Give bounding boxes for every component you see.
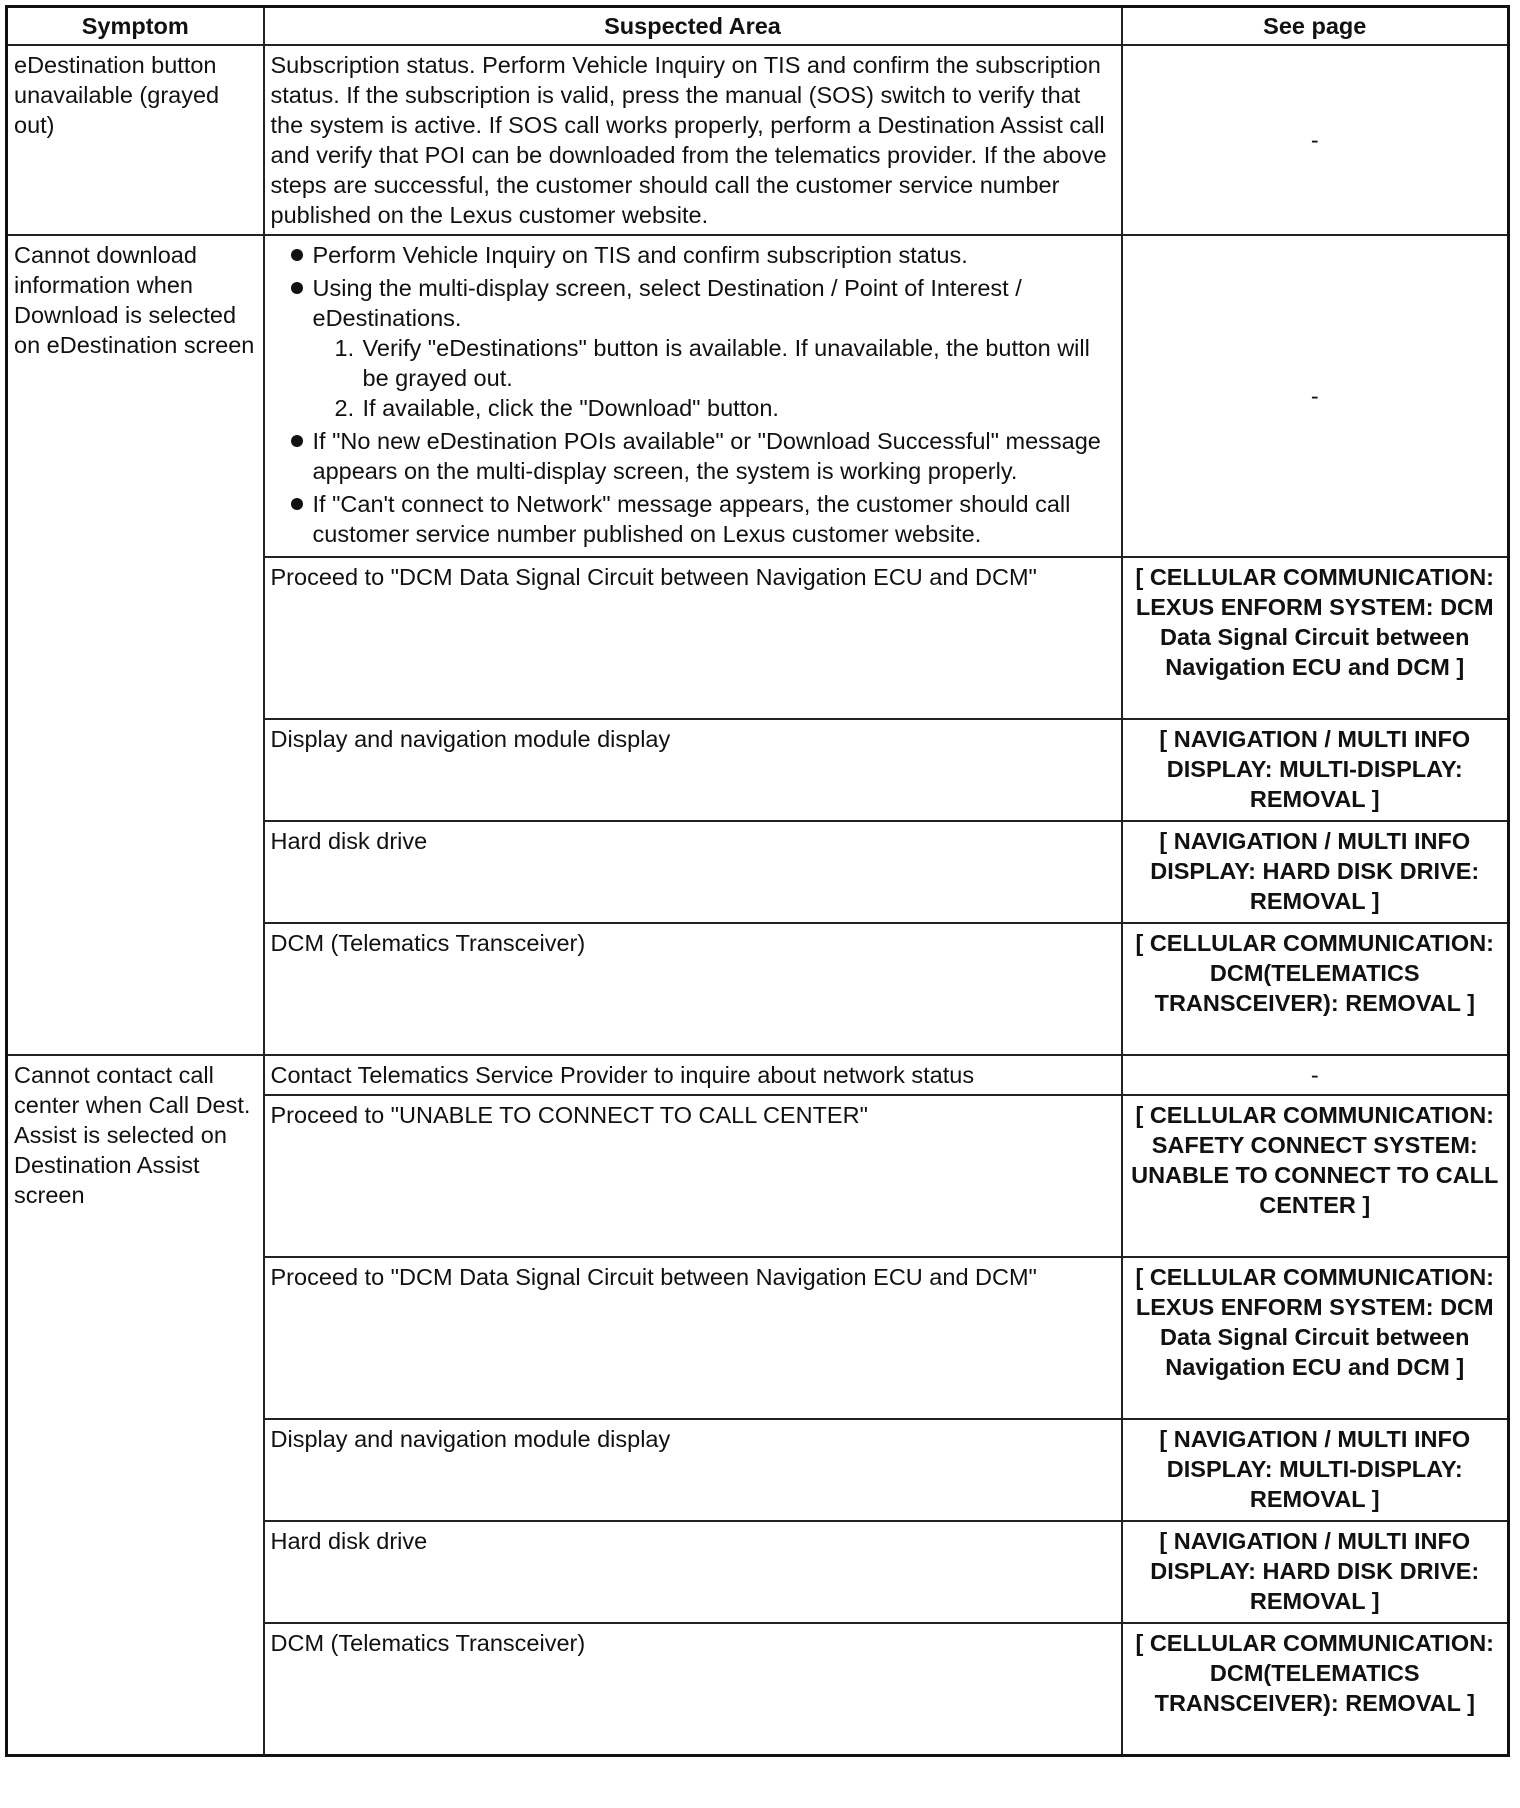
step-text: Verify "eDestinations" button is available. If unavailable, the button will be grayed out.: [362, 335, 1090, 391]
see-page-link[interactable]: [ CELLULAR COMMUNICATION: LEXUS ENFORM SYSTEM: DCM Data Signal Circuit between Navigation ECU and DCM ]: [1122, 1257, 1509, 1419]
see-page-link[interactable]: [ CELLULAR COMMUNICATION: SAFETY CONNECT SYSTEM: UNABLE TO CONNECT TO CALL CENTER ]: [1122, 1095, 1509, 1257]
see-page-link[interactable]: [ NAVIGATION / MULTI INFO DISPLAY: HARD DISK DRIVE: REMOVAL ]: [1122, 1521, 1509, 1623]
step-item: [313, 333, 1115, 393]
see-page-cell: -: [1122, 235, 1509, 557]
table-header-row: [7, 7, 1509, 46]
suspected-area-cell: Proceed to "DCM Data Signal Circuit between Navigation ECU and DCM": [264, 1257, 1122, 1419]
see-page-link[interactable]: [ NAVIGATION / MULTI INFO DISPLAY: MULTI-DISPLAY: REMOVAL ]: [1122, 719, 1509, 821]
symptom-cell: Cannot download information when Download is selected on eDestination screen: [7, 235, 264, 1055]
list-item: [271, 273, 1115, 423]
step-number: 1.: [334, 335, 355, 361]
suspected-area-cell: Proceed to "DCM Data Signal Circuit between Navigation ECU and DCM": [264, 557, 1122, 719]
symptom-cell: Cannot contact call center when Call Dest. Assist is selected on Destination Assist screen: [7, 1055, 264, 1756]
suspected-area-cell: Contact Telematics Service Provider to inquire about network status: [264, 1055, 1122, 1095]
see-page-cell: -: [1122, 45, 1509, 235]
step-text: If available, click the "Download" button.: [362, 395, 779, 421]
procedure-list: [271, 240, 1115, 549]
header-symptom: Symptom: [7, 7, 264, 46]
symptom-cell: eDestination button unavailable (grayed out): [7, 45, 264, 235]
list-item-text: Perform Vehicle Inquiry on TIS and confirm subscription status.: [312, 242, 968, 268]
header-suspected-area: Suspected Area: [264, 7, 1122, 46]
table-row: [7, 1055, 1509, 1095]
suspected-area-cell: Display and navigation module display: [264, 1419, 1122, 1521]
list-item-text: If "Can't connect to Network" message appears, the customer should call customer service number published on Lexus customer website.: [312, 491, 1071, 547]
suspected-area-cell: DCM (Telematics Transceiver): [264, 1623, 1122, 1756]
list-item: [271, 240, 1115, 270]
suspected-area-cell: Hard disk drive: [264, 821, 1122, 923]
suspected-area-cell: [264, 235, 1122, 557]
bullet-icon: [291, 435, 303, 447]
table-row: [7, 45, 1509, 235]
list-item: [271, 426, 1115, 486]
step-item: [313, 393, 1115, 423]
bullet-icon: [291, 249, 303, 261]
suspected-area-cell: Subscription status. Perform Vehicle Inquiry on TIS and confirm the subscription status. If the subscription is valid, press the manual (SOS) switch to verify that the system is active. If SOS call works properly, perform a Destination Assist call and verify that POI can be downloaded from the telematics provider. If the above steps are successful, the customer should call the customer service number published on the Lexus customer website.: [264, 45, 1122, 235]
suspected-area-cell: Display and navigation module display: [264, 719, 1122, 821]
troubleshooting-document: [5, 5, 1507, 1757]
bullet-icon: [291, 282, 303, 294]
see-page-link[interactable]: [ CELLULAR COMMUNICATION: LEXUS ENFORM SYSTEM: DCM Data Signal Circuit between Navigation ECU and DCM ]: [1122, 557, 1509, 719]
bullet-icon: [291, 498, 303, 510]
suspected-area-cell: DCM (Telematics Transceiver): [264, 923, 1122, 1055]
numbered-steps: [313, 333, 1115, 423]
symptom-table: [5, 5, 1510, 1757]
step-number: 2.: [334, 395, 355, 421]
see-page-link[interactable]: [ CELLULAR COMMUNICATION: DCM(TELEMATICS TRANSCEIVER): REMOVAL ]: [1122, 923, 1509, 1055]
list-item-text: Using the multi-display screen, select Destination / Point of Interest / eDestinations.: [312, 275, 1022, 331]
see-page-link[interactable]: [ NAVIGATION / MULTI INFO DISPLAY: HARD DISK DRIVE: REMOVAL ]: [1122, 821, 1509, 923]
see-page-cell: -: [1122, 1055, 1509, 1095]
table-row: [7, 235, 1509, 557]
list-item: [271, 489, 1115, 549]
header-see-page: See page: [1122, 7, 1509, 46]
see-page-link[interactable]: [ CELLULAR COMMUNICATION: DCM(TELEMATICS TRANSCEIVER): REMOVAL ]: [1122, 1623, 1509, 1756]
suspected-area-cell: Proceed to "UNABLE TO CONNECT TO CALL CENTER": [264, 1095, 1122, 1257]
see-page-link[interactable]: [ NAVIGATION / MULTI INFO DISPLAY: MULTI-DISPLAY: REMOVAL ]: [1122, 1419, 1509, 1521]
suspected-area-cell: Hard disk drive: [264, 1521, 1122, 1623]
list-item-text: If "No new eDestination POIs available" or "Download Successful" message appears on the multi-display screen, the system is working properly.: [312, 428, 1101, 484]
